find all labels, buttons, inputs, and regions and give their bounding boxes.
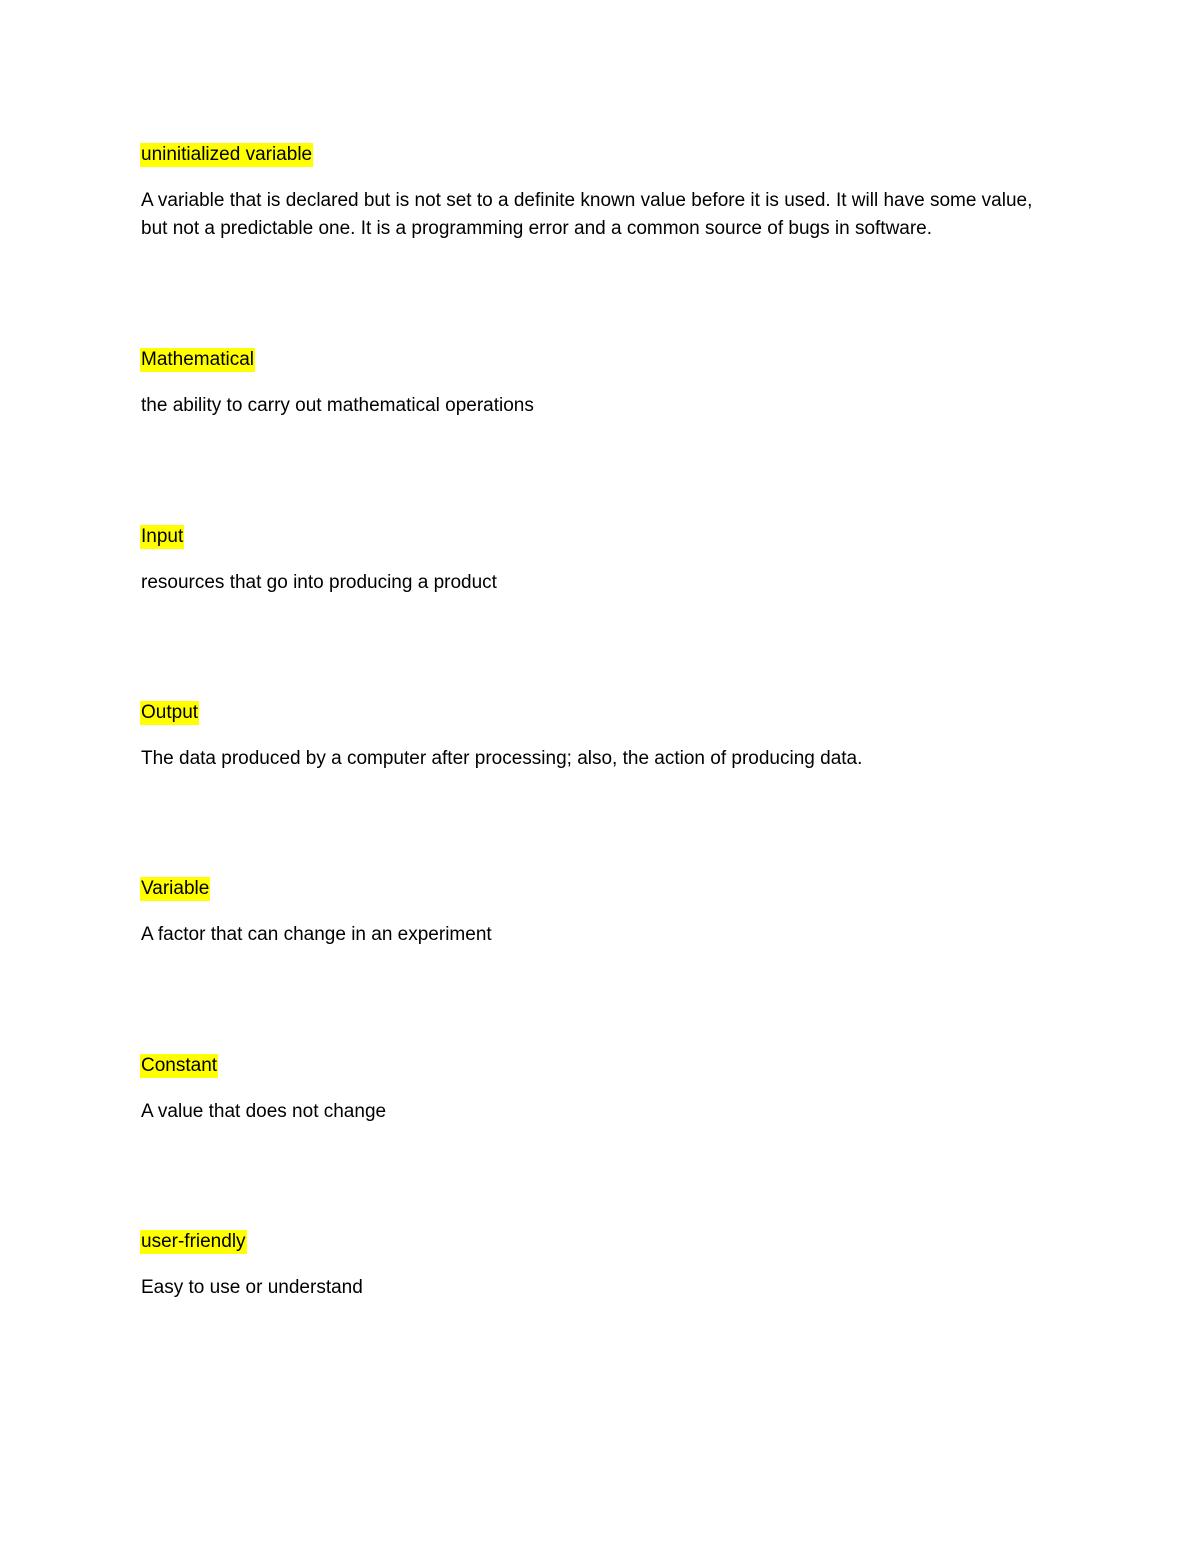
term-definition: A value that does not change (141, 1101, 387, 1122)
highlighted-term: Input (141, 526, 184, 547)
glossary-entry (141, 525, 1041, 597)
term-definition: resources that go into producing a product (141, 572, 497, 593)
term-definition: A factor that can change in an experiment (141, 924, 492, 945)
highlighted-term: Output (141, 702, 199, 723)
highlighted-term: user-friendly (141, 1231, 246, 1252)
glossary-entry (141, 143, 1041, 243)
term-definition: Easy to use or understand (141, 1277, 363, 1298)
highlighted-term: uninitialized variable (141, 144, 313, 165)
term-definition: the ability to carry out mathematical operations (141, 395, 534, 416)
highlighted-term: Mathematical (141, 349, 254, 370)
highlighted-term: Constant (141, 1055, 218, 1076)
glossary-entry (141, 1230, 1041, 1302)
glossary-entry (141, 877, 1041, 949)
term-definition: A variable that is declared but is not set to a definite known value before it is used. It will have some value, but not a predictable one. It is a programming error and a common source of bugs in software. (141, 190, 1033, 239)
glossary-entry (141, 701, 1041, 773)
highlighted-term: Variable (141, 878, 210, 899)
glossary-entry (141, 1054, 1041, 1126)
glossary-entry (141, 348, 1041, 420)
term-definition: The data produced by a computer after processing; also, the action of producing data. (141, 748, 863, 769)
